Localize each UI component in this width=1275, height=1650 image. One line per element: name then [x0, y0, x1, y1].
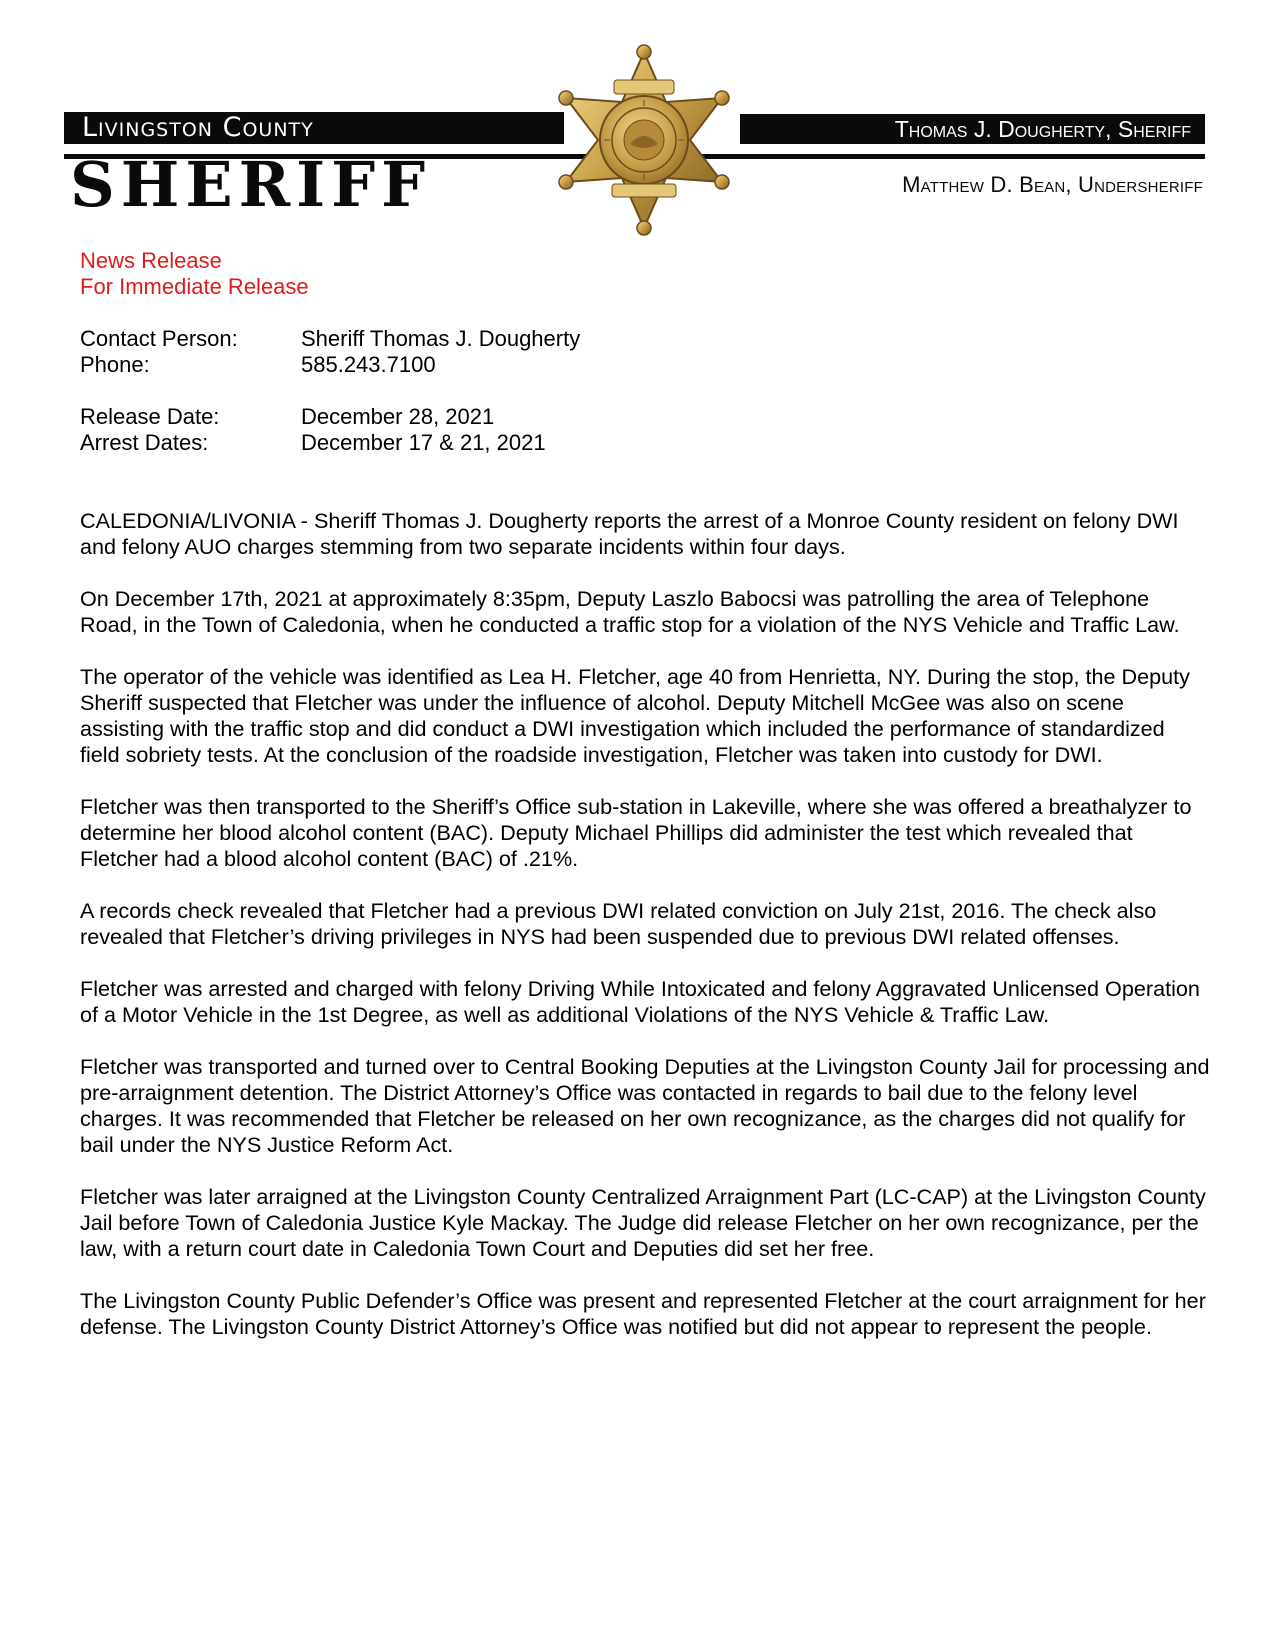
contact-person-value: Sheriff Thomas J. Dougherty	[301, 326, 581, 351]
body-paragraph: Fletcher was then transported to the Sheriff’s Office sub-station in Lakeville, where she was offered a breathalyzer to determine her blood alcohol content (BAC). Deputy Michael Phillips did administer the test which revealed that Fletcher had a blood alcohol content (BAC) of .21%.	[80, 794, 1192, 871]
body-paragraph: CALEDONIA/LIVONIA - Sheriff Thomas J. Dougherty reports the arrest of a Monroe County resident on felony DWI and felony AUO charges stemming from two separate incidents within four days.	[80, 508, 1179, 559]
arrest-dates-value: December 17 & 21, 2021	[301, 430, 546, 455]
sheriff-name: Thomas J. Dougherty, Sheriff	[894, 116, 1191, 142]
arrest-dates-label: Arrest Dates:	[80, 430, 209, 455]
news-release-label: News Release	[80, 248, 222, 273]
county-name: Livingston County	[82, 112, 314, 143]
agency-word: SHERIFF	[70, 148, 432, 221]
phone-value: 585.243.7100	[301, 352, 436, 377]
release-date-value: December 28, 2021	[301, 404, 495, 429]
body-paragraph: Fletcher was later arraigned at the Livingston County Centralized Arraignment Part (LC-CAP) at the Livingston County Jail before Town of Caledonia Justice Kyle Mackay. The Judge did release Fletcher on her own recognizance, per the law, with a return court date in Caledonia Town Court and Deputies did set her free.	[80, 1184, 1206, 1261]
release-date-label: Release Date:	[80, 404, 220, 429]
body-paragraph: The operator of the vehicle was identified as Lea H. Fletcher, age 40 from Henrietta, NY. During the stop, the Deputy Sheriff suspected that Fletcher was under the influence of alcohol. Deputy Mitchell McGee was also on scene assisting with the traffic stop and did conduct a DWI investigation which included the performance of standardized field sobriety tests. At the conclusion of the roadside investigation, Fletcher was taken into custody for DWI.	[80, 664, 1190, 767]
contact-person-label: Contact Person:	[80, 326, 238, 351]
body-paragraph: A records check revealed that Fletcher had a previous DWI related conviction on July 21st, 2016. The check also revealed that Fletcher’s driving privileges in NYS had been suspended due to previous DWI related offenses.	[80, 898, 1157, 949]
body-paragraph: The Livingston County Public Defender’s Office was present and represented Fletcher at the court arraignment for her defense. The Livingston County District Attorney’s Office was notified but did not appear to represent the people.	[80, 1288, 1206, 1339]
body-paragraph: Fletcher was arrested and charged with felony Driving While Intoxicated and felony Aggravated Unlicensed Operation of a Motor Vehicle in the 1st Degree, as well as additional Violations of the NYS Vehicle & Traffic Law.	[80, 976, 1200, 1027]
phone-label: Phone:	[80, 352, 150, 377]
undersheriff-name: Matthew D. Bean, Undersheriff	[902, 172, 1203, 197]
letterhead	[0, 0, 1275, 240]
body-paragraph: Fletcher was transported and turned over to Central Booking Deputies at the Livingston County Jail for processing and pre-arraignment detention. The District Attorney’s Office was contacted in regards to bail due to the felony level charges. It was recommended that Fletcher be released on her own recognizance, as the charges did not qualify for bail under the NYS Justice Reform Act.	[80, 1054, 1210, 1157]
sheriff-star-icon	[552, 40, 736, 240]
body-paragraph: On December 17th, 2021 at approximately 8:35pm, Deputy Laszlo Babocsi was patrolling the area of Telephone Road, in the Town of Caledonia, when he conducted a traffic stop for a violation of the NYS Vehicle and Traffic Law.	[80, 586, 1180, 637]
release-type	[80, 248, 309, 300]
release-body	[80, 508, 1210, 1366]
immediate-release-label: For Immediate Release	[80, 274, 309, 299]
sheriff-name-bar	[740, 114, 1205, 144]
county-name-bar	[64, 112, 564, 144]
sheriff-badge	[552, 40, 736, 240]
